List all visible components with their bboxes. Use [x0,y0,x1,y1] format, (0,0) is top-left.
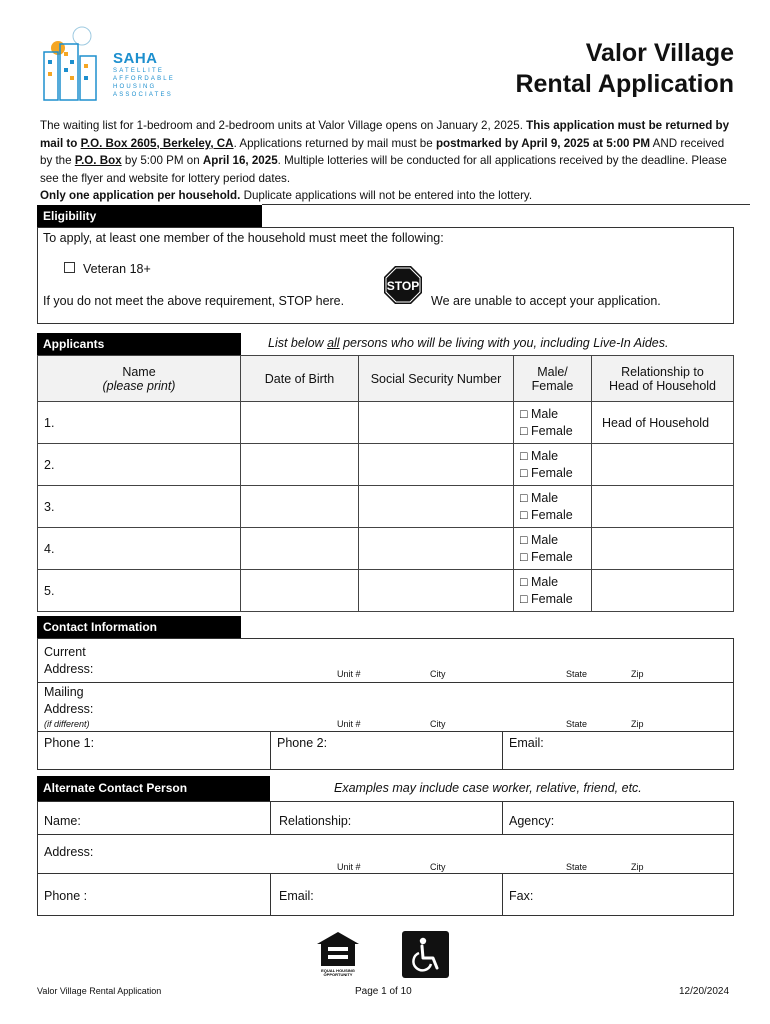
dob-cell[interactable] [241,486,359,528]
divider [262,204,750,205]
logo-subtitle-2: AFFORDABLE [113,76,176,82]
intro-deadline: April 16, 2025 [202,154,278,168]
intro-text-3: AND received by the [40,136,725,168]
alt-relationship-label: Relationship: [279,814,352,828]
logo-subtitle-1: SATELLITE [113,68,165,74]
contact-box [37,638,734,770]
unable-text: We are unable to accept your application. [431,294,661,308]
zip-label: Zip [631,719,644,729]
col-name: Name (please print) [38,356,241,402]
dob-cell[interactable] [241,528,359,570]
page-title [515,38,734,100]
intro-address: P.O. Box 2605, Berkeley, CA [80,136,234,150]
intro-bold-1: This application must be returned by mail to [40,119,730,150]
relationship-cell[interactable] [592,570,734,612]
intro-postmark: postmarked by April 9, 2025 at 5:00 PM [435,136,651,150]
intro-text-1: The waiting list for 1-bedroom and 2-bedroom units at Valor Village opens on January 2, 2025. [40,119,523,132]
ssn-cell[interactable] [359,486,514,528]
unit-label: Unit # [337,862,361,872]
current-address-label: Current Address: [44,645,94,676]
intro-text-4: by 5:00 PM on [124,154,200,168]
divider [270,801,271,834]
relationship-cell[interactable] [592,444,734,486]
sex-cell[interactable]: □ Male □ Female [514,528,592,570]
col-relationship: Relationship to Head of Household [592,356,734,402]
alternate-header: Alternate Contact Person [37,776,270,801]
intro-paragraph [40,117,730,205]
zip-label: Zip [631,862,644,872]
alternate-note: Examples may include case worker, relative, friend, etc. [334,781,642,795]
intro-text-5: . Multiple lotteries will be conducted for all applications received by the deadline. Please see the flyer and website for lottery period dates. [40,154,727,185]
alt-phone-label: Phone : [44,889,88,903]
divider [37,834,734,835]
footer-left: Valor Village Rental Application [37,986,162,996]
divider [270,731,271,770]
dob-cell[interactable] [241,402,359,444]
eligibility-header: Eligibility [37,205,262,227]
name-cell[interactable]: 4. [38,528,241,570]
divider [37,873,734,874]
accessibility-icon [402,931,449,978]
logo-subtitle-3: HOUSING [113,84,157,90]
footer-date: 12/20/2024 [679,986,730,997]
name-cell[interactable]: 5. [38,570,241,612]
eho-text-1: EQUAL HOUSING [321,968,355,973]
intro-one-app: Only one application per household. [40,189,241,203]
ssn-cell[interactable] [359,570,514,612]
table-row [38,486,734,528]
alt-fax-label: Fax: [509,889,534,903]
table-row [38,528,734,570]
state-label: State [566,862,588,872]
phone1-label: Phone 1: [44,736,95,750]
unit-label: Unit # [337,719,361,729]
applicants-header: Applicants [37,333,241,355]
alt-agency-label: Agency: [509,814,555,828]
eligibility-intro: To apply, at least one member of the household must meet the following: [43,231,444,245]
phone2-label: Phone 2: [277,736,328,750]
stop-sign-text: STOP [386,279,420,293]
city-label: City [430,669,446,679]
intro-text-2: . Applications returned by mail must be [233,136,433,150]
stop-sign-icon [383,265,423,305]
alt-name-label: Name: [44,814,81,828]
table-row [38,570,734,612]
title-line-1: Valor Village [585,39,734,67]
state-label: State [566,719,588,729]
stop-text: If you do not meet the above requirement, STOP here. [43,294,345,308]
alternate-box [37,801,734,916]
applicants-note: List below all persons who will be living with you, including Live-In Aides. [268,336,669,350]
zip-label: Zip [631,669,644,679]
dob-cell[interactable] [241,570,359,612]
sex-cell[interactable]: □ Male □ Female [514,402,592,444]
veteran-checkbox[interactable] [64,262,75,273]
sex-cell[interactable]: □ Male □ Female [514,570,592,612]
page-number: Page 1 of 10 [355,986,412,997]
ssn-cell[interactable] [359,444,514,486]
col-sex: Male/ Female [514,356,592,402]
relationship-cell[interactable] [592,486,734,528]
equal-housing-icon [315,930,361,976]
sex-cell[interactable]: □ Male □ Female [514,444,592,486]
table-row [38,402,734,444]
city-label: City [430,719,446,729]
name-cell[interactable]: 1. [38,402,241,444]
intro-text-6: Duplicate applications will not be entered into the lottery. [243,189,533,203]
mailing-address-label: Mailing Address: [44,685,94,716]
logo-subtitle-4: ASSOCIATES [113,92,173,98]
logo-name: SAHA [113,50,158,67]
eho-text-2: OPPORTUNITY [323,972,353,976]
unit-label: Unit # [337,669,361,679]
contact-header: Contact Information [37,616,241,638]
alt-address-label: Address: [44,845,94,859]
col-dob: Date of Birth [241,356,359,402]
intro-po-box: P.O. Box [74,154,122,168]
divider [502,731,503,770]
divider [502,873,503,916]
sex-cell[interactable]: □ Male □ Female [514,486,592,528]
veteran-label: Veteran 18+ [83,262,151,276]
city-label: City [430,862,446,872]
divider [502,801,503,834]
ssn-cell[interactable] [359,528,514,570]
table-header [38,356,734,402]
divider [37,682,734,683]
state-label: State [566,669,588,679]
title-line-2: Rental Application [515,70,734,98]
email-label: Email: [509,736,544,750]
alt-email-label: Email: [279,889,314,903]
divider [37,731,734,732]
col-ssn: Social Security Number [359,356,514,402]
name-cell[interactable]: 3. [38,486,241,528]
relationship-cell[interactable]: Head of Household [592,402,734,444]
dob-cell[interactable] [241,444,359,486]
applicants-table [37,355,734,612]
name-cell[interactable]: 2. [38,444,241,486]
if-different-label: (if different) [44,719,90,729]
table-row [38,444,734,486]
divider [270,873,271,916]
relationship-cell[interactable] [592,528,734,570]
veteran-option[interactable] [64,262,151,276]
ssn-cell[interactable] [359,402,514,444]
